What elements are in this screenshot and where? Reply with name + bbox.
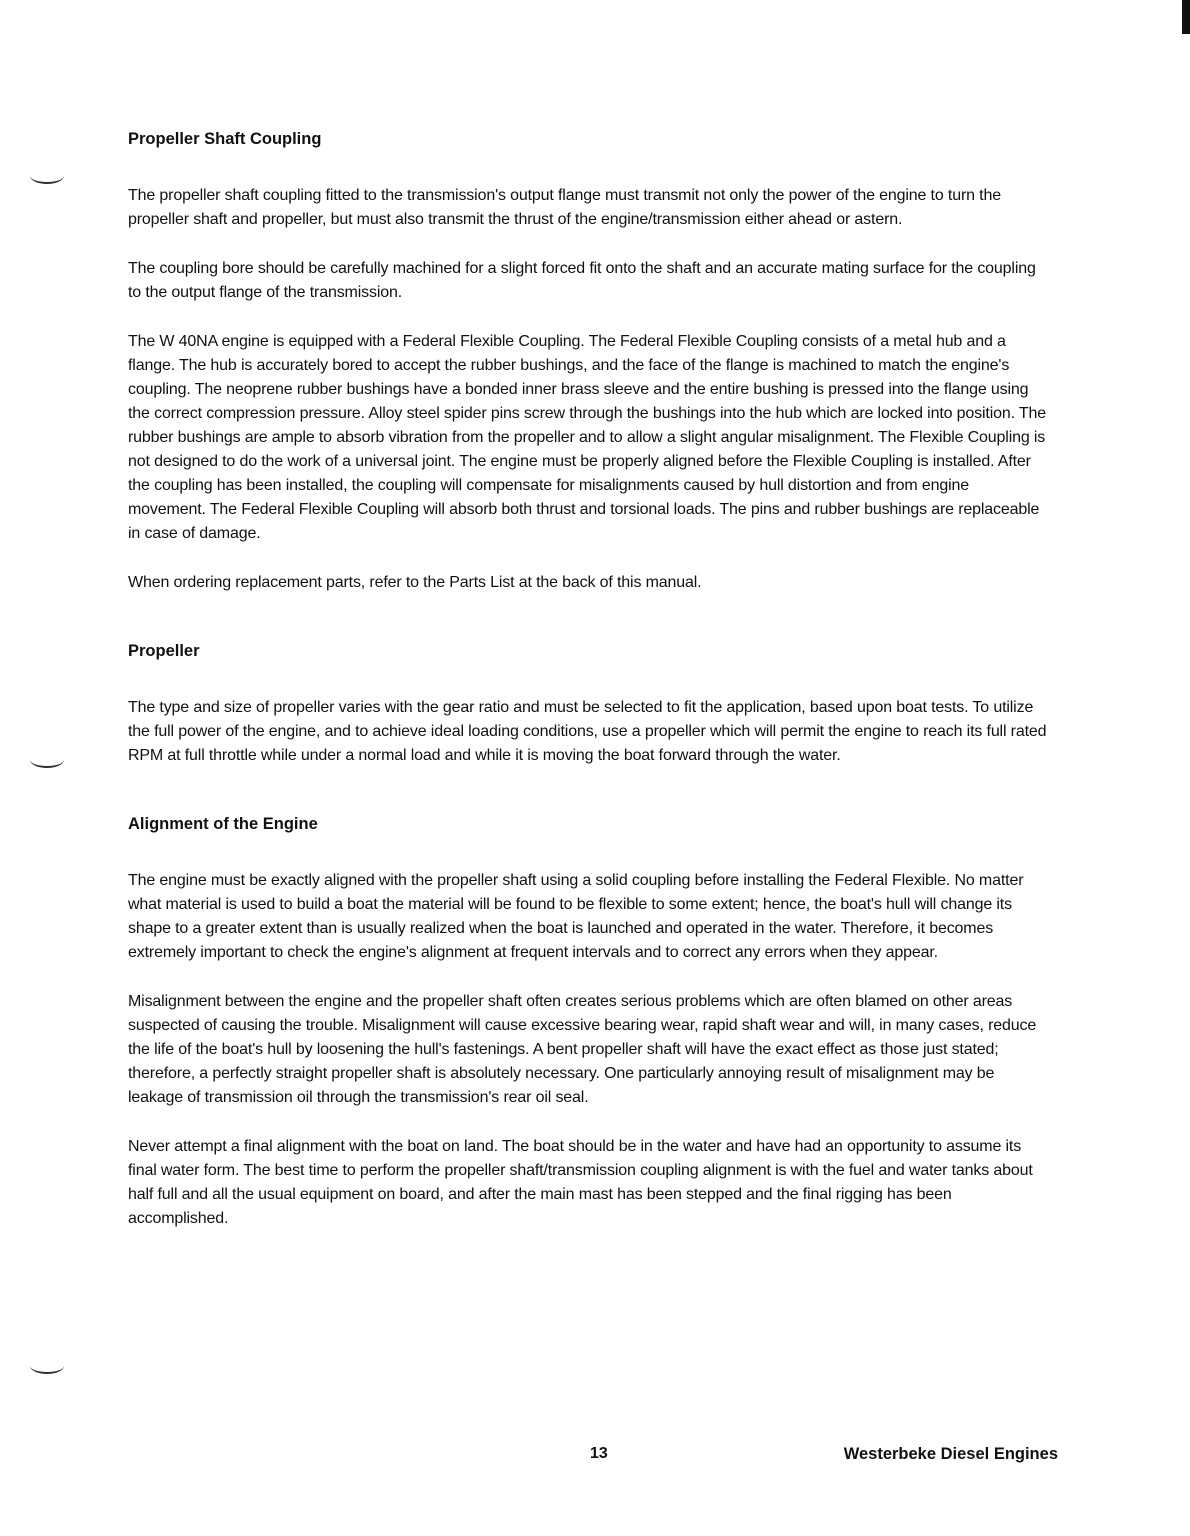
paragraph: Misalignment between the engine and the propeller shaft often creates serious problems which are often blamed on other areas suspected of causing the trouble. Misalignment will cause excessive bearing wear, rapid shaft wear and will, in many cases, reduce the life of the boat's hull by loosening the hull's fastenings. A bent propeller shaft will have the exact effect as those just stated; therefore, a perfectly straight propeller shaft is absolutely necessary. One particularly annoying result of misalignment may be leakage of transmission oil through the transmission's rear oil seal. [128,993,1037,1106]
section-heading: Alignment of the Engine [128,815,318,833]
section-heading: Propeller Shaft Coupling [128,130,322,148]
paragraph: The type and size of propeller varies with the gear ratio and must be selected to fit the application, based upon boat tests. To utilize the full power of the engine, and to achieve ideal loading conditions, use a propeller which will permit the engine to reach its full rated RPM at full throttle while under a normal load and while it is moving the boat forward through the water. [128,699,1047,764]
section-heading: Propeller [128,642,200,660]
paragraph: When ordering replacement parts, refer to the Parts List at the back of this manual. [128,574,702,591]
punch-hole-mark [30,168,64,184]
paragraph: The W 40NA engine is equipped with a Federal Flexible Coupling. The Federal Flexible Coupling consists of a metal hub and a flange. The hub is accurately bored to accept the rubber bushings, and the face of the flange is machined to match the engine's coupling. The neoprene rubber bushings have a bonded inner brass sleeve and the entire bushing is pressed into the flange using the correct compression pressure. Alloy steel spider pins screw through the bushings into the hub which are locked into position. The rubber bushings are ample to absorb vibration from the propeller and to allow a slight angular misalignment. The Flexible Coupling is not designed to do the work of a universal joint. The engine must be properly aligned before the Flexible Coupling is installed. After the coupling has been installed, the coupling will compensate for misalignments caused by hull distortion and from engine movement. The Federal Flexible Coupling will absorb both thrust and torsional loads. The pins and rubber bushings are replaceable in case of damage. [128,333,1047,542]
paragraph: Never attempt a final alignment with the boat on land. The boat should be in the water and have had an opportunity to assume its final water form. The best time to perform the propeller shaft/transmission coupling alignment is with the fuel and water tanks about half full and all the usual equipment on board, and after the main mast has been stepped and the final rigging has been accomplished. [128,1138,1033,1227]
paragraph: The engine must be exactly aligned with the propeller shaft using a solid coupling before installing the Federal Flexible. No matter what material is used to build a boat the material will be found to be flexible to some extent; hence, the boat's hull will change its shape to a greater extent than is usually realized when the boat is launched and operated in the water. Therefore, it becomes extremely important to check the engine's alignment at frequent intervals and to correct any errors when they appear. [128,872,1024,961]
document-page [128,128,1050,1256]
section-propeller [128,640,1050,768]
scan-edge-mark [1182,0,1190,34]
page-footer [0,1445,1190,1469]
paragraph: The propeller shaft coupling fitted to the transmission's output flange must transmit not only the power of the engine to turn the propeller shaft and propeller, but must also transmit the thrust of the engine/transmission either ahead or astern. [128,187,1001,228]
footer-brand: Westerbeke Diesel Engines [843,1445,1058,1463]
page-number: 13 [590,1445,608,1462]
punch-hole-mark [30,1358,64,1374]
punch-hole-mark [30,752,64,768]
section-propeller-shaft-coupling [128,128,1050,595]
section-alignment-of-the-engine [128,813,1050,1231]
paragraph: The coupling bore should be carefully machined for a slight forced fit onto the shaft and an accurate mating surface for the coupling to the output flange of the transmission. [128,260,1036,301]
